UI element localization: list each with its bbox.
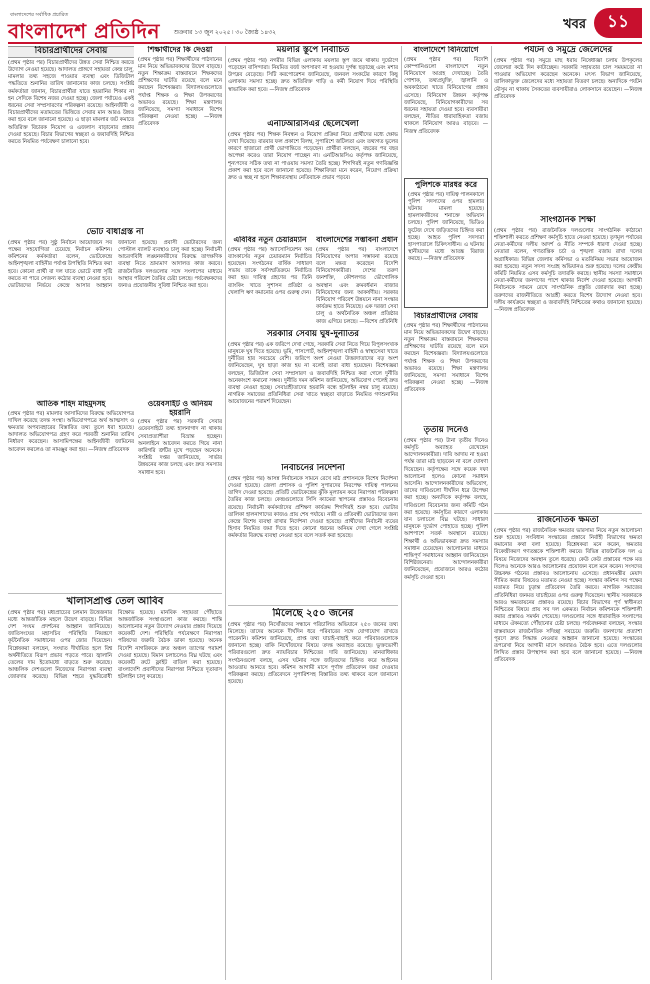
headline: রাজনৈতিক ক্ষমতা <box>537 516 599 525</box>
headline: ময়লার স্তূপে নির্বাচিত <box>276 46 350 55</box>
article-body: (প্রথম পৃষ্ঠার পর) নিখোঁজদের সন্ধানে পরিচালিত অভিযানে ২৫০ জনের তথ্য মিলেছে। তাদের অনেকে দীর্ঘদিন ধরে পরিবারের সঙ্গে যোগাযোগ রাখতে পারেননি। কমিশন জানিয়েছে, প্রাপ্ত তথ্য যাচাই-বাছাই করে পরিবারগুলোকে জানানো হচ্ছে। বাকি নিখোঁজদের বিষয়ে তদন্ত অব্যাহত রয়েছে। ভুক্তভোগী পরিবারগুলো দ্রুত ন্যায়বিচার নিশ্চিতের দাবি জানিয়েছে। মানবাধিকার সংগঠনগুলো বলছে, এসব ঘটনার সঙ্গে জড়িতদের চিহ্নিত করে আইনের আওতায় আনতে হবে। কমিশন আগামী মাসে পূর্ণাঙ্গ প্রতিবেদন জমা দেওয়ার পরিকল্পনা করছে। প্রতিবেদনে সুপারিশসহ বিস্তারিত তথ্য থাকবে বলে জানানো হয়েছে। <box>228 621 398 686</box>
tagline: বাংলাদেশের সর্বাধিক প্রচারিত <box>10 12 69 18</box>
article-a5 <box>228 120 398 232</box>
headline: বাংলাদেশে বিনিয়োগে <box>413 46 479 54</box>
column-rule <box>401 46 402 980</box>
column-rule <box>491 46 492 980</box>
article-body: (প্রথম পৃষ্ঠার পর) সরকারি সেবার ওয়েবসাইটে তথ্য হালনাগাদ না থাকায় সেবাপ্রত্যাশীরা বিভ্রান্ত হচ্ছেন। অনলাইনে আবেদন করতে গিয়ে নানা কারিগরি ত্রুটির মুখে পড়ছেন অনেকে। সংশ্লিষ্ট দপ্তর জানিয়েছে, সার্ভার উন্নয়নের কাজ চলছে এবং দ্রুত সমস্যার সমাধান হবে। <box>138 419 222 476</box>
article-a7 <box>138 400 222 590</box>
article-body: (প্রথম পৃষ্ঠার পর) দায়িত্ব পালনকালে পুলিশ সদস্যদের ওপর হামলার ঘটনায় মামলা হয়েছে। হামলাকারীদের শনাক্তে অভিযান চলছে। পুলিশ জানিয়েছে, ভিডিও ফুটেজ দেখে জড়িতদের চিহ্নিত করা হচ্ছে। আহত পুলিশ সদস্যরা হাসপাতালে চিকিৎসাধীন। এ ঘটনায় স্থানীয়দের মধ্যে আতঙ্ক বিরাজ করছে। —নিজস্ব প্রতিবেদক <box>408 191 484 263</box>
article-body: (প্রথম পৃষ্ঠার পর) শিক্ষক নিবন্ধন ও নিয়োগ প্রক্রিয়া নিয়ে প্রার্থীদের মধ্যে ক্ষোভ দেখা দিয়েছে। বারবার ফল প্রকাশে বিলম্ব, সুপারিশে জটিলতা এবং তথ্যগত ভুলের কারণে হাজারো প্রার্থী ভোগান্তিতে পড়েছেন। প্রার্থীরা বলছেন, বছরের পর বছর অপেক্ষা করেও তারা নিয়োগ পাচ্ছেন না। এনটিআরসিএ কর্তৃপক্ষ জানিয়েছে, শূন্যপদের সঠিক তথ্য না পাওয়ায় সমস্যা তৈরি হচ্ছে। শিগগিরই নতুন গণবিজ্ঞপ্তি প্রকাশ করা হবে বলে জানানো হয়েছে। শিক্ষাবিদরা মনে করেন, নিয়োগ প্রক্রিয়া দ্রুত ও স্বচ্ছ না হলে শিক্ষাব্যবস্থায় নেতিবাচক প্রভাব পড়বে। <box>228 131 398 181</box>
headline: পুলিশকে মারধর করে <box>415 180 477 189</box>
page-number: ১১ <box>606 12 630 32</box>
article-body: (প্রথম পৃষ্ঠার পর) নগরীর বিভিন্ন এলাকায় ময়লার স্তূপ জমে থাকায় দুর্ভোগে পড়েছেন বাসিন্দারা। নিয়মিত বর্জ্য অপসারণ না হওয়ায় দুর্গন্ধ ছড়াচ্ছে এবং মশার উপদ্রব বেড়েছে। সিটি করপোরেশন জানিয়েছে, জনবল সংকটের কারণে কিছু এলাকায় সমস্যা হচ্ছে। দ্রুত অতিরিক্ত গাড়ি ও কর্মী নিয়োগ দিয়ে পরিস্থিতি স্বাভাবিক করা হবে। —নিজস্ব প্রতিবেদক <box>228 57 398 93</box>
article-body: (প্রথম পৃষ্ঠার পর) শিক্ষার্থীদের পাঠদানের মান নিয়ে অভিভাবকদের উদ্বেগ বাড়ছে। নতুন শিক্ষাক্রম বাস্তবায়নে শিক্ষকদের প্রশিক্ষণের ঘাটতি রয়েছে বলে মনে করছেন বিশেষজ্ঞরা। বিদ্যালয়গুলোতে পর্যাপ্ত শিক্ষক ও শিক্ষা উপকরণের অভাবও রয়েছে। শিক্ষা মন্ত্রণালয় জানিয়েছে, সমস্যা সমাধানে বিশেষ পরিকল্পনা নেওয়া হচ্ছে। —নিজস্ব প্রতিবেদক <box>138 56 222 128</box>
headline: এনটিআরসিএর ছেলেখেলা <box>267 120 359 129</box>
headline: নির্বাচনের নির্দেশনা <box>281 464 345 473</box>
headline: মিলেছে ২৫০ জনের <box>272 608 354 619</box>
headline: বিচারপ্রার্থীদের সেবায় <box>414 312 478 320</box>
page-number-badge <box>594 8 642 38</box>
article-body: (প্রথম পৃষ্ঠার পর) মামলার আসামিদের বিরুদ্ধে অভিযোগপত্র দাখিল করেছে তদন্ত সংস্থা। অভিযোগপত্রে অর্থ আত্মসাৎ ও ক্ষমতার অপব্যবহারের বিস্তারিত তথ্য তুলে ধরা হয়েছে। আদালত অভিযোগপত্র গ্রহণ করে পরবর্তী শুনানির তারিখ নির্ধারণ করেছেন। আসামিপক্ষের আইনজীবী জামিনের আবেদন করলেও তা নামঞ্জুর করা হয়। —নিজস্ব প্রতিবেদক <box>8 410 134 453</box>
headline: সাংগঠনিক শিক্ষা <box>540 216 596 225</box>
article-a15 <box>404 312 488 422</box>
headline: শিক্ষার্থীদের কি দেওয়া <box>147 46 213 54</box>
article-a1 <box>8 46 134 224</box>
article-body: (প্রথম পৃষ্ঠার পর) বাংলাদেশে বিনিয়োগের অপার সম্ভাবনা রয়েছে বলে মন্তব্য করেছেন বিদেশি বিনিয়োগকারীরা। দেশের তরুণ জনশক্তি, কৌশলগত ভৌগোলিক অবস্থান এবং ক্রমবর্ধমান বাজার বিনিয়োগের জন্য আকর্ষণীয়। সরকার বিনিয়োগ পরিবেশ উন্নয়নে নানা সংস্কার কার্যক্রম হাতে নিয়েছে। এক দরজা সেবা চালু ও অর্থনৈতিক অঞ্চল প্রতিষ্ঠার কাজ এগিয়ে চলছে। —বিশেষ প্রতিনিধি <box>316 246 398 325</box>
article-body: (প্রথম পৃষ্ঠার পর) রাজনৈতিক দলগুলোর সাংগঠনিক কাঠামো শক্তিশালী করতে প্রশিক্ষণ কর্মসূচি হাতে নেওয়া হয়েছে। তৃণমূল পর্যায়ের নেতা-কর্মীদের দলীয় আদর্শ ও নীতি সম্পর্কে ধারণা দেওয়া হচ্ছে। নেতারা বলেন, গণতান্ত্রিক চর্চা ও শৃঙ্খলা বজায় রাখা দলের অগ্রাধিকার। বিভিন্ন জেলায় কর্মিসভা ও মতবিনিময় সভার আয়োজন করা হয়েছে। নতুন সদস্য সংগ্রহ অভিযানও শুরু হয়েছে। দলের কেন্দ্রীয় কমিটি নিয়মিত এসব কর্মসূচি তদারকি করছে। স্থানীয় সমস্যা সমাধানে নেতা-কর্মীদের জনগণের পাশে থাকার নির্দেশ দেওয়া হয়েছে। আগামী নির্বাচনকে সামনে রেখে সাংগঠনিক প্রস্তুতি জোরদার করা হচ্ছে। তরুণদের রাজনীতিতে আগ্রহী করতে বিশেষ উদ্যোগ নেওয়া হবে। দলীয় কার্যক্রমে স্বচ্ছতা ও জবাবদিহি নিশ্চিতের কথাও জানানো হয়েছে। —নিজস্ব প্রতিবেদক <box>494 227 642 313</box>
headline: তৃতীয় দিনেও <box>423 426 469 435</box>
article-a4 <box>228 46 398 116</box>
article-body: (প্রথম পৃষ্ঠার পর) এক জরিপে দেখা গেছে, সরকারি সেবা নিতে গিয়ে বিপুলসংখ্যক মানুষকে ঘুষ দিতে হয়েছে। ভূমি, পাসপোর্ট, আইনশৃঙ্খলা বাহিনী ও স্বাস্থ্যসেবা খাতে দুর্নীতির হার সবচেয়ে বেশি। জরিপে অংশ নেওয়া উত্তরদাতাদের বড় অংশ জানিয়েছেন, ঘুষ ছাড়া কাজ হয় না বলেই তারা বাধ্য হয়েছেন। বিশেষজ্ঞরা বলছেন, ডিজিটাল সেবা সম্প্রসারণ ও জবাবদিহি নিশ্চিত করা গেলে দুর্নীতি অনেকাংশে কমানো সম্ভব। দুর্নীতি দমন কমিশন জানিয়েছে, অভিযোগ পেলেই দ্রুত ব্যবস্থা নেওয়া হচ্ছে। সেবাগ্রহীতাদের হয়রানি বন্ধে হটলাইন নম্বর চালু রয়েছে। নাগরিক সমাজের প্রতিনিধিরা সেবা খাতে স্বচ্ছতা বাড়াতে নিয়মিত গণশুনানির আয়োজনের পরামর্শ দিয়েছেন। <box>228 341 398 406</box>
headline: ভোট বাধাগ্রস্ত না <box>86 228 144 237</box>
article-body: (প্রথম পৃষ্ঠার পর) আসন্ন নির্বাচনকে সামনে রেখে মাঠ প্রশাসনকে বিশেষ নির্দেশনা দেওয়া হয়েছে। জেলা প্রশাসক ও পুলিশ সুপারদের নিরপেক্ষ দায়িত্ব পালনের তাগিদ দেওয়া হয়েছে। প্রতিটি ভোটকেন্দ্রের ঝুঁকি মূল্যায়ন করে নিরাপত্তা পরিকল্পনা তৈরির কাজ চলছে। কেন্দ্রগুলোতে সিসি ক্যামেরা স্থাপনের প্রস্তাবও বিবেচনায় রয়েছে। নির্বাচনী কর্মকর্তাদের প্রশিক্ষণ কার্যক্রম শিগগিরই শুরু হবে। ভোটার তালিকা হালনাগাদের কাজও প্রায় শেষ পর্যায়ে। নারী ও প্রতিবন্ধী ভোটারদের জন্য কেন্দ্রে বিশেষ ব্যবস্থা রাখার নির্দেশনা দেওয়া হয়েছে। প্রার্থীদের নির্বাচনী ব্যয়ের হিসাব নিয়মিত জমা দিতে হবে। কোনো ধরনের অনিয়ম দেখা গেলে সংশ্লিষ্ট কর্মকর্তার বিরুদ্ধে ব্যবস্থা নেওয়া হবে বলে সতর্ক করা হয়েছে। <box>228 475 398 540</box>
article-a3 <box>8 228 222 396</box>
article-a2 <box>138 46 222 224</box>
article-body: (প্রথম পৃষ্ঠার পর) রাজনৈতিক ক্ষমতার ভারসাম্য নিয়ে নতুন আলোচনা শুরু হয়েছে। সংবিধান সংস্কারের প্রস্তাবে নির্বাহী বিভাগের ক্ষমতা কমানোর কথা বলা হয়েছে। বিশ্লেষকরা মনে করেন, ক্ষমতার বিকেন্দ্রীকরণ গণতন্ত্রকে শক্তিশালী করবে। বিভিন্ন রাজনৈতিক দল এ বিষয়ে নিজেদের অবস্থান তুলে ধরেছে। কেউ কেউ প্রস্তাবের পক্ষে মত দিলেও অনেকে আরও আলোচনার প্রয়োজন বলে মনে করেন। সংসদের উচ্চকক্ষ গঠনের প্রস্তাবও আলোচনায় এসেছে। প্রধানমন্ত্রীর মেয়াদ সীমিত করার বিষয়েও মতামত নেওয়া হচ্ছে। সংস্কার কমিশন সব পক্ষের মতামত নিয়ে চূড়ান্ত প্রতিবেদন তৈরি করবে। নাগরিক সমাজের প্রতিনিধিরা জনমত যাচাইয়ের ওপর গুরুত্ব দিয়েছেন। স্থানীয় সরকারকে আরও ক্ষমতায়নের প্রস্তাবও রয়েছে। বিচার বিভাগের পূর্ণ স্বাধীনতা নিশ্চিতের বিষয়ে প্রায় সব দল একমত। নির্বাচন কমিশনকে শক্তিশালী করার প্রস্তাবও সমর্থন পেয়েছে। দলগুলোর সঙ্গে ধারাবাহিক সংলাপের মাধ্যমে ঐকমত্যে পৌঁছানোর চেষ্টা চলছে। পর্যবেক্ষকরা বলছেন, সংস্কার বাস্তবায়নে রাজনৈতিক সদিচ্ছা সবচেয়ে জরুরি। জনগণের প্রত্যাশা পূরণে দ্রুত সিদ্ধান্ত নেওয়ার আহ্বান জানানো হয়েছে। সংস্কারের রূপরেখা নিয়ে আগামী মাসে আবারও বৈঠক হবে। এতে দলগুলোর লিখিত প্রস্তাব উপস্থাপন করা হবে বলে জানানো হয়েছে। —নিজস্ব প্রতিবেদক <box>494 527 642 664</box>
headline: সরকারি সেবায় ঘুষ-দুর্নীতির <box>267 330 359 339</box>
section-rule <box>8 593 222 594</box>
headline: পর্যটন ও সমুদ্রে জেলেদের <box>523 46 613 55</box>
article-body: (প্রথম পৃষ্ঠার পর) মধ্যপ্রাচ্যের চলমান উত্তেজনার মধ্যে আন্তর্জাতিক মহলে উদ্বেগ বাড়ছে। বিভিন্ন দেশ সংযম প্রদর্শনের আহ্বান জানিয়েছে। জাতিসংঘের মহাসচিব পরিস্থিতি নিয়ন্ত্রণে কূটনৈতিক সমাধানের ওপর জোর দিয়েছেন। বিশ্লেষকরা বলছেন, সংঘাত দীর্ঘায়িত হলে বিশ্ব অর্থনীতিতে বিরূপ প্রভাব পড়তে পারে। জ্বালানি তেলের দাম ইতোমধ্যে বাড়তে শুরু করেছে। আঞ্চলিক দেশগুলো নিজেদের নিরাপত্তা ব্যবস্থা জোরদার করেছে। বিভিন্ন শহরে যুদ্ধবিরোধী বিক্ষোভ হয়েছে। মানবিক সহায়তা পৌঁছাতে আন্তর্জাতিক সংস্থাগুলো কাজ করছে। শান্তি আলোচনার নতুন উদ্যোগ নেওয়ার প্রস্তাব দিয়েছে কয়েকটি দেশ। পরিস্থিতি পর্যবেক্ষণে নিরাপত্তা পরিষদের জরুরি বৈঠক ডাকা হয়েছে। অনেক বিদেশি নাগরিককে দ্রুত অঞ্চল ত্যাগের পরামর্শ দেওয়া হয়েছে। বিমান চলাচলেও বিঘ্ন ঘটছে এবং কয়েকটি রুটে ফ্লাইট বাতিল করা হয়েছে। বাংলাদেশি প্রবাসীদের নিরাপত্তা নিশ্চিতে দূতাবাস হটলাইন চালু করেছে। <box>8 609 222 681</box>
headline: এবিবির নতুন চেয়ারম্যান <box>233 236 307 244</box>
article-a6 <box>228 236 312 326</box>
article-body: (প্রথম পৃষ্ঠার পর) টানা তৃতীয় দিনেও কর্মসূচি অব্যাহত রেখেছেন আন্দোলনকারীরা। দাবি আদায় না হওয়া পর্যন্ত তারা মাঠ ছাড়বেন না বলে ঘোষণা দিয়েছেন। কর্তৃপক্ষের সঙ্গে কয়েক দফা আলোচনা হলেও কোনো সমাধান আসেনি। আন্দোলনকারীদের অভিযোগ, তাদের দাবিগুলো দীর্ঘদিন ধরে উপেক্ষা করা হচ্ছে। অন্যদিকে কর্তৃপক্ষ বলছে, দাবিগুলো বিবেচনার জন্য কমিটি গঠন করা হয়েছে। কর্মসূচির কারণে এলাকায় যান চলাচলে বিঘ্ন ঘটছে। সাধারণ মানুষকে দুর্ভোগ পোহাতে হচ্ছে। পুলিশ আশপাশে সতর্ক অবস্থানে রয়েছে। শিক্ষার্থী ও অভিভাবকরা দ্রুত সমস্যার সমাধান চেয়েছেন। আলোচনার মাধ্যমে শান্তিপূর্ণ সমাধানের আহ্বান জানিয়েছেন বিশিষ্টজনেরা। আন্দোলনকারীরা জানিয়েছেন, প্রয়োজনে আরও কঠোর কর্মসূচি দেওয়া হবে। <box>404 437 488 581</box>
article-a10 <box>228 464 398 604</box>
headline: ওয়েবসাইট ও অনিয়ম হয়রানি <box>147 400 213 417</box>
article-body: (প্রথম পৃষ্ঠার পর) বিদেশি কোম্পানিগুলো বাংলাদেশে নতুন বিনিয়োগে আগ্রহ দেখাচ্ছে। তৈরি পোশাক, তথ্যপ্রযুক্তি, জ্বালানি ও অবকাঠামো খাতে বিনিয়োগের প্রস্তাব এসেছে। বিনিয়োগ উন্নয়ন কর্তৃপক্ষ জানিয়েছে, বিনিয়োগকারীদের সব ধরনের সহায়তা দেওয়া হবে। ব্যবসায়ীরা বলছেন, নীতির ধারাবাহিকতা বজায় থাকলে বিনিয়োগ আরও বাড়বে। —নিজস্ব প্রতিবেদক <box>404 56 488 135</box>
headline: বাংলাদেশের সম্ভাবনা প্রধান <box>316 236 398 244</box>
headline: বিচারপ্রার্থীদের সেবায় <box>8 46 134 58</box>
issue-date: শুক্রবার ১৩ জুন ২০২৫ ৷ ৩০ জ্যৈষ্ঠ ১৪৩২ <box>173 29 276 36</box>
article-a19 <box>494 516 642 980</box>
article-a18 <box>494 216 642 512</box>
article-a16 <box>404 426 488 980</box>
article-a11 <box>228 608 398 980</box>
article-body: (প্রথম পৃষ্ঠার পর) শিক্ষার্থীদের পাঠদানের মান নিয়ে অভিভাবকদের উদ্বেগ বাড়ছে। নতুন শিক্ষাক্রম বাস্তবায়নে শিক্ষকদের প্রশিক্ষণের ঘাটতি রয়েছে বলে মনে করছেন বিশেষজ্ঞরা। বিদ্যালয়গুলোতে পর্যাপ্ত শিক্ষক ও শিক্ষা উপকরণের অভাবও রয়েছে। শিক্ষা মন্ত্রণালয় জানিয়েছে, সমস্যা সমাধানে বিশেষ পরিকল্পনা নেওয়া হচ্ছে। —নিজস্ব প্রতিবেদক <box>404 322 488 394</box>
article-a12 <box>8 596 222 980</box>
logo-block <box>8 12 160 42</box>
article-body: (প্রথম পৃষ্ঠার পর) বিচারপ্রার্থীদের উন্নত সেবা নিশ্চিত করতে উদ্যোগ নেওয়া হয়েছে। আদালত প্রাঙ্গণে সহায়তা কেন্দ্র চালু, মামলার তথ্য সহজে পাওয়ার ব্যবস্থা এবং ডিজিটাল পদ্ধতিতে শুনানির তারিখ জানানোর কাজ চলছে। সংশ্লিষ্ট কর্মকর্তারা জানান, বিচারপ্রার্থীরা যাতে হয়রানির শিকার না হন সেদিকে বিশেষ নজর দেওয়া হচ্ছে। জেলা পর্যায়েও একই ধরনের সেবা সম্প্রসারণের পরিকল্পনা রয়েছে। আইনজীবী ও বিচারপ্রার্থীদের মতামতের ভিত্তিতে সেবার মান আরও উন্নত করা হবে বলে জানানো হয়েছে। এ ছাড়া মামলার জট কমাতে অতিরিক্ত বিচারক নিয়োগ ও এজলাস বাড়ানোর প্রস্তাব দেওয়া হয়েছে। বিচার বিভাগের স্বচ্ছতা ও জবাবদিহি নিশ্চিত করতে নিয়মিত পর্যবেক্ষণ চালানো হবে। <box>8 59 134 145</box>
section-rule <box>228 605 398 606</box>
article-body: (প্রথম পৃষ্ঠার পর) অ্যাসোসিয়েশন অব ব্যাংকার্সের নতুন চেয়ারম্যান নির্বাচিত হয়েছেন। সংগঠনের বার্ষিক সাধারণ সভায় তাকে সর্বসম্মতিক্রমে নির্বাচিত করা হয়। দায়িত্ব গ্রহণের পর তিনি ব্যাংকিং খাতে সুশাসন প্রতিষ্ঠা ও খেলাপি ঋণ কমানোর ওপর গুরুত্ব দেন। <box>228 246 312 296</box>
headline: আতিক শহিদ মাহমুদসহ <box>36 400 106 408</box>
masthead <box>8 6 642 44</box>
article-a9 <box>228 330 398 460</box>
newspaper-logo: বাংলাদেশ প্রতিদিন <box>8 19 160 43</box>
article-body: (প্রথম পৃষ্ঠার পর) সুষ্ঠু নির্বাচন আয়োজনে সব পক্ষের সহযোগিতা চেয়েছে নির্বাচন কমিশন। কমিশনের কর্মকর্তারা বলেন, ভোটকেন্দ্রে আইনশৃঙ্খলা বাহিনীর পর্যাপ্ত উপস্থিতি নিশ্চিত করা হবে। কোনো প্রার্থী বা দল যাতে ভোটে বাধা সৃষ্টি করতে না পারে সেজন্য কঠোর ব্যবস্থা নেওয়া হবে। ভোটারদের নির্ভয়ে কেন্দ্রে আসার আহ্বান জানানো হয়েছে। প্রবাসী ভোটারদের জন্য পোস্টাল ব্যালট ব্যবস্থাও চালু করা হচ্ছে। নির্বাচনী আচরণবিধি লঙ্ঘনকারীদের বিরুদ্ধে তাৎক্ষণিক ব্যবস্থা নিতে ভ্রাম্যমাণ আদালত কাজ করবে। রাজনৈতিক দলগুলোর সঙ্গে সংলাপের মাধ্যমে আস্থার পরিবেশ তৈরির চেষ্টা চলছে। পর্যবেক্ষকদের জন্যও প্রয়োজনীয় সুবিধা নিশ্চিত করা হবে। <box>8 239 222 289</box>
article-a13 <box>404 46 488 174</box>
article-a8 <box>8 400 134 590</box>
headline: খালাসপ্রাপ্ত তেল আবিব <box>66 596 164 607</box>
article-a14 <box>404 178 488 308</box>
column-rule <box>225 46 226 980</box>
section-label: খবর <box>563 17 586 32</box>
section-rule <box>494 513 642 514</box>
article-a6b <box>316 236 398 326</box>
article-body: (প্রথম পৃষ্ঠার পর) সমুদ্রে মাছ ধরায় নিষেধাজ্ঞা চলায় উপকূলের জেলেরা কষ্টে দিন কাটাচ্ছেন। সরকারি সহায়তার চাল সময়মতো না পাওয়ার অভিযোগ করেছেন অনেকে। মৎস্য বিভাগ জানিয়েছে, তালিকাভুক্ত জেলেদের মধ্যে সহায়তা বিতরণ চলছে। অন্যদিকে পর্যটন মৌসুম না থাকায় সৈকতের ব্যবসায়ীরাও লোকসানে রয়েছেন। —নিজস্ব প্রতিবেদক <box>494 57 642 100</box>
article-a17 <box>494 46 642 212</box>
